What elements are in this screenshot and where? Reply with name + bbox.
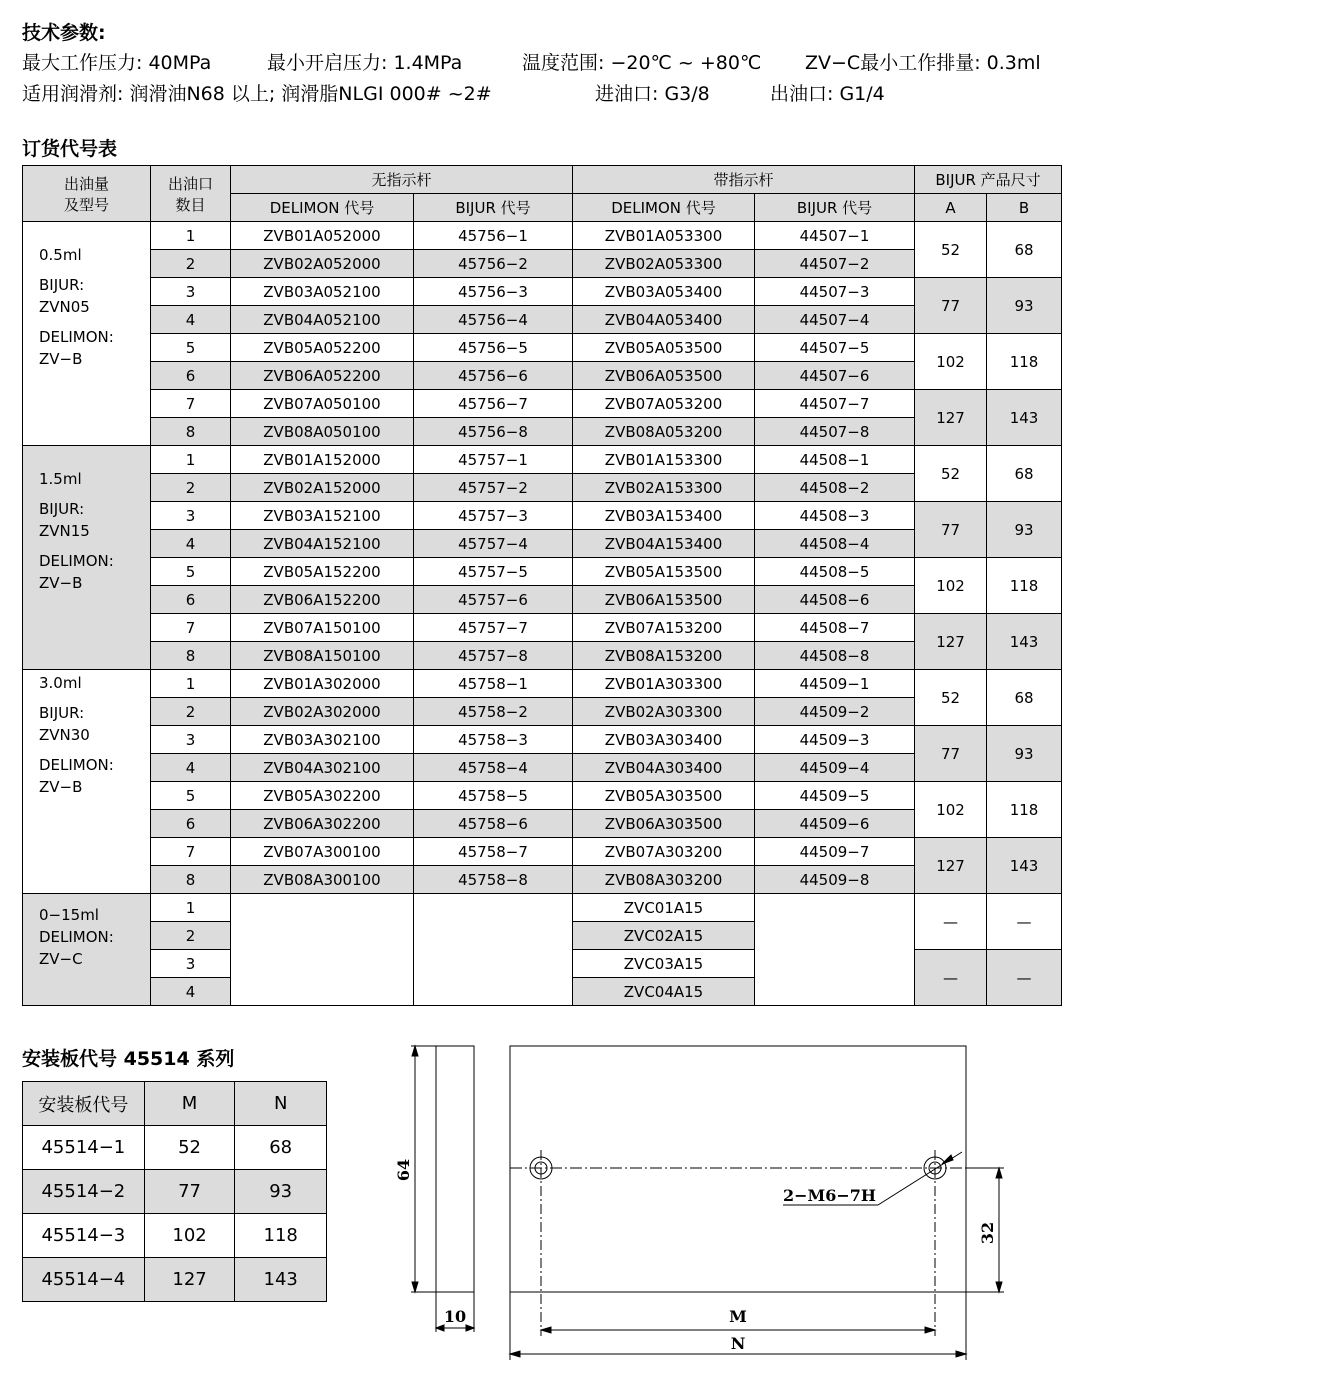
delimon-code-with-indicator: ZVC02A15 — [573, 922, 755, 950]
delimon-code-no-indicator: ZVB08A150100 — [231, 642, 414, 670]
delimon-code-with-indicator: ZVC03A15 — [573, 950, 755, 978]
group-delimon-model: ZV−B — [39, 778, 83, 796]
bijur-code-no-indicator: 45756−4 — [414, 306, 573, 334]
outlet-count: 4 — [151, 530, 231, 558]
bijur-code-with-indicator: 44508−7 — [755, 614, 915, 642]
delimon-code-no-indicator: ZVB02A302000 — [231, 698, 414, 726]
delimon-code-no-indicator: ZVB07A050100 — [231, 390, 414, 418]
delimon-code-no-indicator: ZVB01A052000 — [231, 222, 414, 250]
outlet-count: 3 — [151, 278, 231, 306]
bijur-code-no-indicator: 45758−5 — [414, 782, 573, 810]
bijur-code-with-indicator: 44509−4 — [755, 754, 915, 782]
bijur-code-no-indicator: 45756−1 — [414, 222, 573, 250]
bijur-code-with-indicator: 44508−8 — [755, 642, 915, 670]
bijur-code-with-indicator: 44508−4 — [755, 530, 915, 558]
outlet-count: 7 — [151, 838, 231, 866]
plate-code: 45514−3 — [23, 1214, 145, 1258]
size-a: 102 — [915, 782, 987, 838]
spec-temperature-range: 温度范围: −20℃ ~ +80℃ — [522, 52, 762, 74]
header-bijur-code-2: BIJUR 代号 — [755, 194, 915, 222]
size-a: 127 — [915, 390, 987, 446]
delimon-code-no-indicator: ZVB02A152000 — [231, 474, 414, 502]
group-volume: 0−15ml — [39, 906, 99, 924]
outlet-count: 8 — [151, 418, 231, 446]
size-b: 68 — [987, 670, 1062, 726]
delimon-code-with-indicator: ZVB02A153300 — [573, 474, 755, 502]
header-no-indicator: 无指示杆 — [231, 166, 573, 194]
plate-code: 45514−4 — [23, 1258, 145, 1302]
delimon-code-with-indicator: ZVB02A053300 — [573, 250, 755, 278]
delimon-code-no-indicator: ZVB03A302100 — [231, 726, 414, 754]
group-bijur-label: BIJUR: — [39, 704, 85, 722]
header-delimon-code-2: DELIMON 代号 — [573, 194, 755, 222]
dim-hole-height-label: 32 — [978, 1221, 997, 1245]
delimon-code-no-indicator: ZVB03A152100 — [231, 502, 414, 530]
bijur-code-with-indicator: 44509−5 — [755, 782, 915, 810]
delimon-code-no-indicator: ZVB01A302000 — [231, 670, 414, 698]
outlet-count: 7 — [151, 614, 231, 642]
group-delimon-model: ZV−B — [39, 350, 83, 368]
plate-side-view — [436, 1046, 474, 1292]
outlet-count: 4 — [151, 754, 231, 782]
outlet-count: 1 — [151, 670, 231, 698]
spec-outlet: 出油口: G1/4 — [770, 83, 885, 105]
bijur-code-no-indicator: 45758−3 — [414, 726, 573, 754]
bijur-code-with-indicator: 44507−6 — [755, 362, 915, 390]
bijur-code-no-indicator: 45757−7 — [414, 614, 573, 642]
header-outlet-line2: 数目 — [175, 195, 206, 214]
outlet-count: 1 — [151, 222, 231, 250]
header-bijur-size: BIJUR 产品尺寸 — [915, 166, 1062, 194]
plate-code: 45514−2 — [23, 1170, 145, 1214]
outlet-count: 2 — [151, 250, 231, 278]
delimon-code-no-indicator: ZVB08A050100 — [231, 418, 414, 446]
delimon-code-with-indicator: ZVB07A053200 — [573, 390, 755, 418]
size-a: 77 — [915, 278, 987, 334]
delimon-code-no-indicator: ZVB05A052200 — [231, 334, 414, 362]
delimon-code-with-indicator: ZVB08A053200 — [573, 418, 755, 446]
bijur-code-no-indicator: 45757−5 — [414, 558, 573, 586]
outlet-count: 6 — [151, 586, 231, 614]
header-delimon-code-1: DELIMON 代号 — [231, 194, 414, 222]
bijur-code-no-indicator: 45758−8 — [414, 866, 573, 894]
bijur-code-with-indicator: 44508−3 — [755, 502, 915, 530]
size-b: 68 — [987, 222, 1062, 278]
delimon-code-with-indicator: ZVB05A053500 — [573, 334, 755, 362]
outlet-count: 2 — [151, 474, 231, 502]
bijur-code-with-indicator: 44509−8 — [755, 866, 915, 894]
delimon-code-with-indicator: ZVB07A153200 — [573, 614, 755, 642]
delimon-code-with-indicator: ZVC01A15 — [573, 894, 755, 922]
size-a: 127 — [915, 838, 987, 894]
size-b: — — [987, 894, 1062, 950]
bijur-code-with-indicator: 44507−8 — [755, 418, 915, 446]
outlet-count: 3 — [151, 726, 231, 754]
plate-n: 118 — [235, 1214, 327, 1258]
size-b: 93 — [987, 726, 1062, 782]
size-b: 93 — [987, 502, 1062, 558]
plate-n: 143 — [235, 1258, 327, 1302]
bijur-code-no-indicator: 45757−6 — [414, 586, 573, 614]
bijur-code-with-indicator: 44509−6 — [755, 810, 915, 838]
plate-table-title: 安装板代号 45514 系列 — [22, 1048, 235, 1070]
plate-n-header: N — [235, 1082, 327, 1126]
delimon-code-no-indicator: ZVB01A152000 — [231, 446, 414, 474]
delimon-code-with-indicator: ZVB03A153400 — [573, 502, 755, 530]
header-outlet-line1: 出油口 — [167, 174, 213, 193]
delimon-code-with-indicator: ZVB05A153500 — [573, 558, 755, 586]
dim-m-label: M — [729, 1307, 747, 1326]
delimon-code-no-indicator: ZVB06A052200 — [231, 362, 414, 390]
delimon-code-with-indicator: ZVC04A15 — [573, 978, 755, 1006]
header-bijur-code-1: BIJUR 代号 — [414, 194, 573, 222]
bijur-code-with-indicator: 44507−5 — [755, 334, 915, 362]
bijur-code-no-indicator: 45756−2 — [414, 250, 573, 278]
group-delimon-label: DELIMON: — [39, 756, 114, 774]
delimon-code-no-indicator: ZVB05A302200 — [231, 782, 414, 810]
bijur-code-no-indicator: 45756−8 — [414, 418, 573, 446]
outlet-count: 8 — [151, 866, 231, 894]
delimon-code-with-indicator: ZVB03A303400 — [573, 726, 755, 754]
delimon-code-with-indicator: ZVB06A153500 — [573, 586, 755, 614]
group-delimon-model: ZV−C — [39, 950, 83, 968]
delimon-code-no-indicator: ZVB06A302200 — [231, 810, 414, 838]
outlet-count: 3 — [151, 950, 231, 978]
bijur-code-no-indicator: 45758−4 — [414, 754, 573, 782]
dim-n-label: N — [730, 1334, 746, 1353]
outlet-count: 6 — [151, 362, 231, 390]
delimon-code-with-indicator: ZVB04A303400 — [573, 754, 755, 782]
size-a: 102 — [915, 558, 987, 614]
size-a: 77 — [915, 502, 987, 558]
bijur-code-with-indicator: 44508−6 — [755, 586, 915, 614]
outlet-count: 4 — [151, 978, 231, 1006]
outlet-count: 4 — [151, 306, 231, 334]
spec-inlet: 进油口: G3/8 — [595, 83, 710, 105]
delimon-code-no-indicator: ZVB07A150100 — [231, 614, 414, 642]
bijur-code-with-indicator: 44507−1 — [755, 222, 915, 250]
plate-n: 68 — [235, 1126, 327, 1170]
outlet-count: 5 — [151, 558, 231, 586]
bijur-code-with-indicator: 44509−2 — [755, 698, 915, 726]
plate-m-header: M — [144, 1082, 235, 1126]
header-volume-line1: 出油量 — [63, 174, 109, 193]
delimon-code-no-indicator: ZVB04A052100 — [231, 306, 414, 334]
outlet-count: 6 — [151, 810, 231, 838]
bijur-code-no-indicator: 45757−3 — [414, 502, 573, 530]
header-size-a: A — [915, 194, 987, 222]
outlet-count: 1 — [151, 894, 231, 922]
delimon-code-no-indicator: ZVB02A052000 — [231, 250, 414, 278]
delimon-code-with-indicator: ZVB08A303200 — [573, 866, 755, 894]
order-table-title: 订货代号表 — [22, 138, 118, 160]
spec-min-displacement: ZV−C最小工作排量: 0.3ml — [805, 52, 1041, 74]
outlet-count: 7 — [151, 390, 231, 418]
size-b: 118 — [987, 782, 1062, 838]
group-bijur-label: BIJUR: — [39, 500, 85, 518]
group-delimon-label: DELIMON: — [39, 328, 114, 346]
plate-m: 52 — [144, 1126, 235, 1170]
bijur-code-no-indicator: 45757−2 — [414, 474, 573, 502]
size-a: 102 — [915, 334, 987, 390]
plate-n: 93 — [235, 1170, 327, 1214]
dim-height-label: 64 — [394, 1158, 413, 1182]
bijur-code-no-indicator: 45757−1 — [414, 446, 573, 474]
size-b: 143 — [987, 390, 1062, 446]
bijur-code-no-indicator: 45758−2 — [414, 698, 573, 726]
size-a: — — [915, 950, 987, 1006]
dim-thickness-label: 10 — [443, 1307, 467, 1326]
delimon-code-no-indicator: ZVB07A300100 — [231, 838, 414, 866]
spec-min-opening-pressure: 最小开启压力: 1.4MPa — [267, 52, 463, 74]
delimon-code-with-indicator: ZVB01A053300 — [573, 222, 755, 250]
size-b: 118 — [987, 334, 1062, 390]
spec-max-pressure: 最大工作压力: 40MPa — [22, 52, 212, 74]
bijur-code-no-indicator: 45758−1 — [414, 670, 573, 698]
delimon-code-with-indicator: ZVB06A303500 — [573, 810, 755, 838]
delimon-code-with-indicator: ZVB01A153300 — [573, 446, 755, 474]
bijur-code-no-indicator: 45758−7 — [414, 838, 573, 866]
size-a: — — [915, 894, 987, 950]
group-volume: 1.5ml — [39, 470, 82, 488]
outlet-count: 2 — [151, 922, 231, 950]
group-delimon-model: ZV−B — [39, 574, 83, 592]
size-a: 127 — [915, 614, 987, 670]
group-bijur-model: ZVN30 — [39, 726, 90, 744]
thread-label: 2−M6−7H — [783, 1186, 877, 1205]
delimon-code-no-indicator: ZVB06A152200 — [231, 586, 414, 614]
group-volume: 0.5ml — [39, 246, 82, 264]
size-b: 143 — [987, 838, 1062, 894]
delimon-code-no-indicator: ZVB05A152200 — [231, 558, 414, 586]
outlet-count: 3 — [151, 502, 231, 530]
group-bijur-model: ZVN05 — [39, 298, 90, 316]
size-a: 52 — [915, 670, 987, 726]
delimon-code-with-indicator: ZVB03A053400 — [573, 278, 755, 306]
group-bijur-model: ZVN15 — [39, 522, 90, 540]
header-size-b: B — [987, 194, 1062, 222]
delimon-code-with-indicator: ZVB08A153200 — [573, 642, 755, 670]
bijur-code-with-indicator: 44507−4 — [755, 306, 915, 334]
delimon-code-with-indicator: ZVB07A303200 — [573, 838, 755, 866]
delimon-code-with-indicator: ZVB04A153400 — [573, 530, 755, 558]
outlet-count: 5 — [151, 334, 231, 362]
delimon-code-with-indicator: ZVB01A303300 — [573, 670, 755, 698]
bijur-code-no-indicator: 45756−7 — [414, 390, 573, 418]
bijur-code-no-indicator: 45756−6 — [414, 362, 573, 390]
size-b: — — [987, 950, 1062, 1006]
bijur-code-with-indicator: 44507−7 — [755, 390, 915, 418]
size-a: 77 — [915, 726, 987, 782]
size-b: 68 — [987, 446, 1062, 502]
group-bijur-label: BIJUR: — [39, 276, 85, 294]
bijur-code-no-indicator: 45758−6 — [414, 810, 573, 838]
outlet-count: 2 — [151, 698, 231, 726]
size-a: 52 — [915, 222, 987, 278]
outlet-count: 5 — [151, 782, 231, 810]
delimon-code-with-indicator: ZVB04A053400 — [573, 306, 755, 334]
delimon-code-no-indicator: ZVB03A052100 — [231, 278, 414, 306]
size-b: 118 — [987, 558, 1062, 614]
plate-m: 127 — [144, 1258, 235, 1302]
delimon-code-no-indicator: ZVB04A152100 — [231, 530, 414, 558]
bijur-code-with-indicator: 44509−3 — [755, 726, 915, 754]
header-with-indicator: 带指示杆 — [573, 166, 915, 194]
size-b: 93 — [987, 278, 1062, 334]
plate-code: 45514−1 — [23, 1126, 145, 1170]
bijur-code-with-indicator: 44507−2 — [755, 250, 915, 278]
size-b: 143 — [987, 614, 1062, 670]
delimon-code-with-indicator: ZVB06A053500 — [573, 362, 755, 390]
delimon-code-with-indicator: ZVB05A303500 — [573, 782, 755, 810]
delimon-code-no-indicator: ZVB04A302100 — [231, 754, 414, 782]
plate-m: 102 — [144, 1214, 235, 1258]
bijur-code-no-indicator: 45757−8 — [414, 642, 573, 670]
header-volume-line2: 及型号 — [63, 195, 109, 214]
plate-front-view — [510, 1046, 966, 1292]
group-volume: 3.0ml — [39, 674, 82, 692]
group-delimon-label: DELIMON: — [39, 928, 114, 946]
group-delimon-label: DELIMON: — [39, 552, 114, 570]
bijur-code-no-indicator: 45756−3 — [414, 278, 573, 306]
bijur-code-with-indicator: 44508−2 — [755, 474, 915, 502]
spec-lubricant: 适用润滑剂: 润滑油N68 以上; 润滑脂NLGI 000# ~2# — [22, 83, 492, 105]
bijur-code-with-indicator: 44509−1 — [755, 670, 915, 698]
outlet-count: 1 — [151, 446, 231, 474]
bijur-code-with-indicator: 44508−5 — [755, 558, 915, 586]
bijur-code-no-indicator: 45757−4 — [414, 530, 573, 558]
size-a: 52 — [915, 446, 987, 502]
bijur-code-with-indicator: 44508−1 — [755, 446, 915, 474]
outlet-count: 8 — [151, 642, 231, 670]
plate-m: 77 — [144, 1170, 235, 1214]
delimon-code-with-indicator: ZVB02A303300 — [573, 698, 755, 726]
bijur-code-no-indicator: 45756−5 — [414, 334, 573, 362]
plate-code-header: 安装板代号 — [23, 1082, 145, 1126]
bijur-code-with-indicator: 44509−7 — [755, 838, 915, 866]
specs-title: 技术参数: — [22, 22, 106, 44]
delimon-code-no-indicator: ZVB08A300100 — [231, 866, 414, 894]
bijur-code-with-indicator: 44507−3 — [755, 278, 915, 306]
